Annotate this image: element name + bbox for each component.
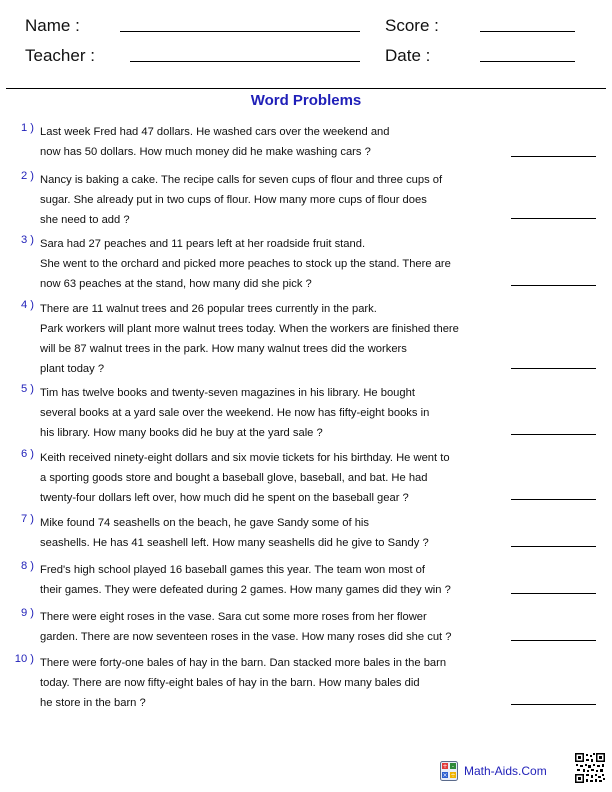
problem-number: 1 ) [20, 122, 34, 134]
problem-text [40, 234, 500, 294]
svg-text:+: + [442, 763, 448, 770]
header-divider [6, 88, 606, 89]
problem-line: several books at a yard sale over the weekend. He now has fifty-eight books in [40, 407, 430, 419]
problem-line: plant today ? [40, 363, 105, 375]
problem-line: sugar. She already put in two cups of flour. How many more cups of flour does [40, 194, 427, 206]
problem-line: Sara had 27 peaches and 11 pears left at her roadside fruit stand. [40, 238, 366, 250]
problem-line: Tim has twelve books and twenty-seven magazines in his library. He bought [40, 387, 415, 399]
problem-line: will be 87 walnut trees in the park. How many walnut trees did the workers [40, 343, 407, 355]
teacher-field-line[interactable] [130, 61, 360, 62]
svg-text:-: - [451, 763, 455, 770]
problem-text [40, 560, 500, 600]
problem-line: She went to the orchard and picked more peaches to stock up the stand. There are [40, 258, 451, 270]
svg-text:×: × [442, 772, 448, 779]
problem-text [40, 122, 500, 162]
problem-line: his library. How many books did he buy at the yard sale ? [40, 427, 323, 439]
problem-line: she need to add ? [40, 214, 130, 226]
problem-line: garden. There are now seventeen roses in the vase. How many roses did she cut ? [40, 631, 452, 643]
problem-line: Keith received ninety-eight dollars and six movie tickets for his birthday. He went to [40, 452, 450, 464]
answer-line[interactable] [511, 156, 596, 157]
answer-line[interactable] [511, 218, 596, 219]
problem-text [40, 607, 500, 647]
problem-text [40, 448, 500, 508]
problem-number: 10 ) [14, 653, 34, 665]
worksheet-title: Word Problems [250, 92, 362, 109]
problem-line: now 63 peaches at the stand, how many did she pick ? [40, 278, 312, 290]
problem-line: Nancy is baking a cake. The recipe calls for seven cups of flour and three cups of [40, 174, 443, 186]
problem-text [40, 383, 500, 443]
problem-line: now has 50 dollars. How much money did he make washing cars ? [40, 146, 371, 158]
problem-number: 5 ) [20, 383, 34, 395]
problem-line: Park workers will plant more walnut trees today. When the workers are finished there [40, 323, 459, 335]
problem-line: There were eight roses in the vase. Sara cut some more roses from her flower [40, 611, 427, 623]
date-label: Date : [385, 46, 431, 65]
answer-line[interactable] [511, 368, 596, 369]
problem-number: 3 ) [20, 234, 34, 246]
problem-line: Fred's high school played 16 baseball games this year. The team won most of [40, 564, 426, 576]
problem-text [40, 513, 500, 553]
svg-text:÷: ÷ [450, 772, 456, 779]
qr-code-icon[interactable] [574, 752, 606, 784]
problem-text [40, 653, 500, 713]
problem-line: he store in the barn ? [40, 697, 146, 709]
problem-number: 9 ) [20, 607, 34, 619]
answer-line[interactable] [511, 285, 596, 286]
problem-line: today. There are now fifty-eight bales of hay in the barn. How many bales did [40, 677, 420, 689]
problem-line: There were forty-one bales of hay in the barn. Dan stacked more bales in the barn [40, 657, 447, 669]
answer-line[interactable] [511, 704, 596, 705]
problem-number: 8 ) [20, 560, 34, 572]
footer-brand[interactable] [440, 760, 547, 782]
answer-line[interactable] [511, 499, 596, 500]
problem-line: a sporting goods store and bought a baseball glove, baseball, and bat. He had [40, 472, 428, 484]
name-field-line[interactable] [120, 31, 360, 32]
problem-line: seashells. He has 41 seashell left. How many seashells did he give to Sandy ? [40, 537, 429, 549]
calculator-icon [440, 761, 458, 781]
name-label: Name : [25, 16, 80, 35]
answer-line[interactable] [511, 546, 596, 547]
problem-number: 6 ) [20, 448, 34, 460]
answer-line[interactable] [511, 593, 596, 594]
problem-number: 2 ) [20, 170, 34, 182]
problem-text [40, 299, 500, 379]
date-field-line[interactable] [480, 61, 575, 62]
problem-number: 4 ) [20, 299, 34, 311]
problem-line: There are 11 walnut trees and 26 popular trees currently in the park. [40, 303, 377, 315]
answer-line[interactable] [511, 640, 596, 641]
problem-line: Last week Fred had 47 dollars. He washed cars over the weekend and [40, 126, 390, 138]
score-label: Score : [385, 16, 439, 35]
score-field-line[interactable] [480, 31, 575, 32]
problem-line: their games. They were defeated during 2 games. How many games did they win ? [40, 584, 451, 596]
problem-line: Mike found 74 seashells on the beach, he gave Sandy some of his [40, 517, 369, 529]
problem-number: 7 ) [20, 513, 34, 525]
answer-line[interactable] [511, 434, 596, 435]
teacher-label: Teacher : [25, 46, 95, 65]
problem-text [40, 170, 500, 230]
problem-line: twenty-four dollars left over, how much did he spent on the baseball gear ? [40, 492, 409, 504]
brand-name: Math-Aids.Com [464, 764, 547, 778]
